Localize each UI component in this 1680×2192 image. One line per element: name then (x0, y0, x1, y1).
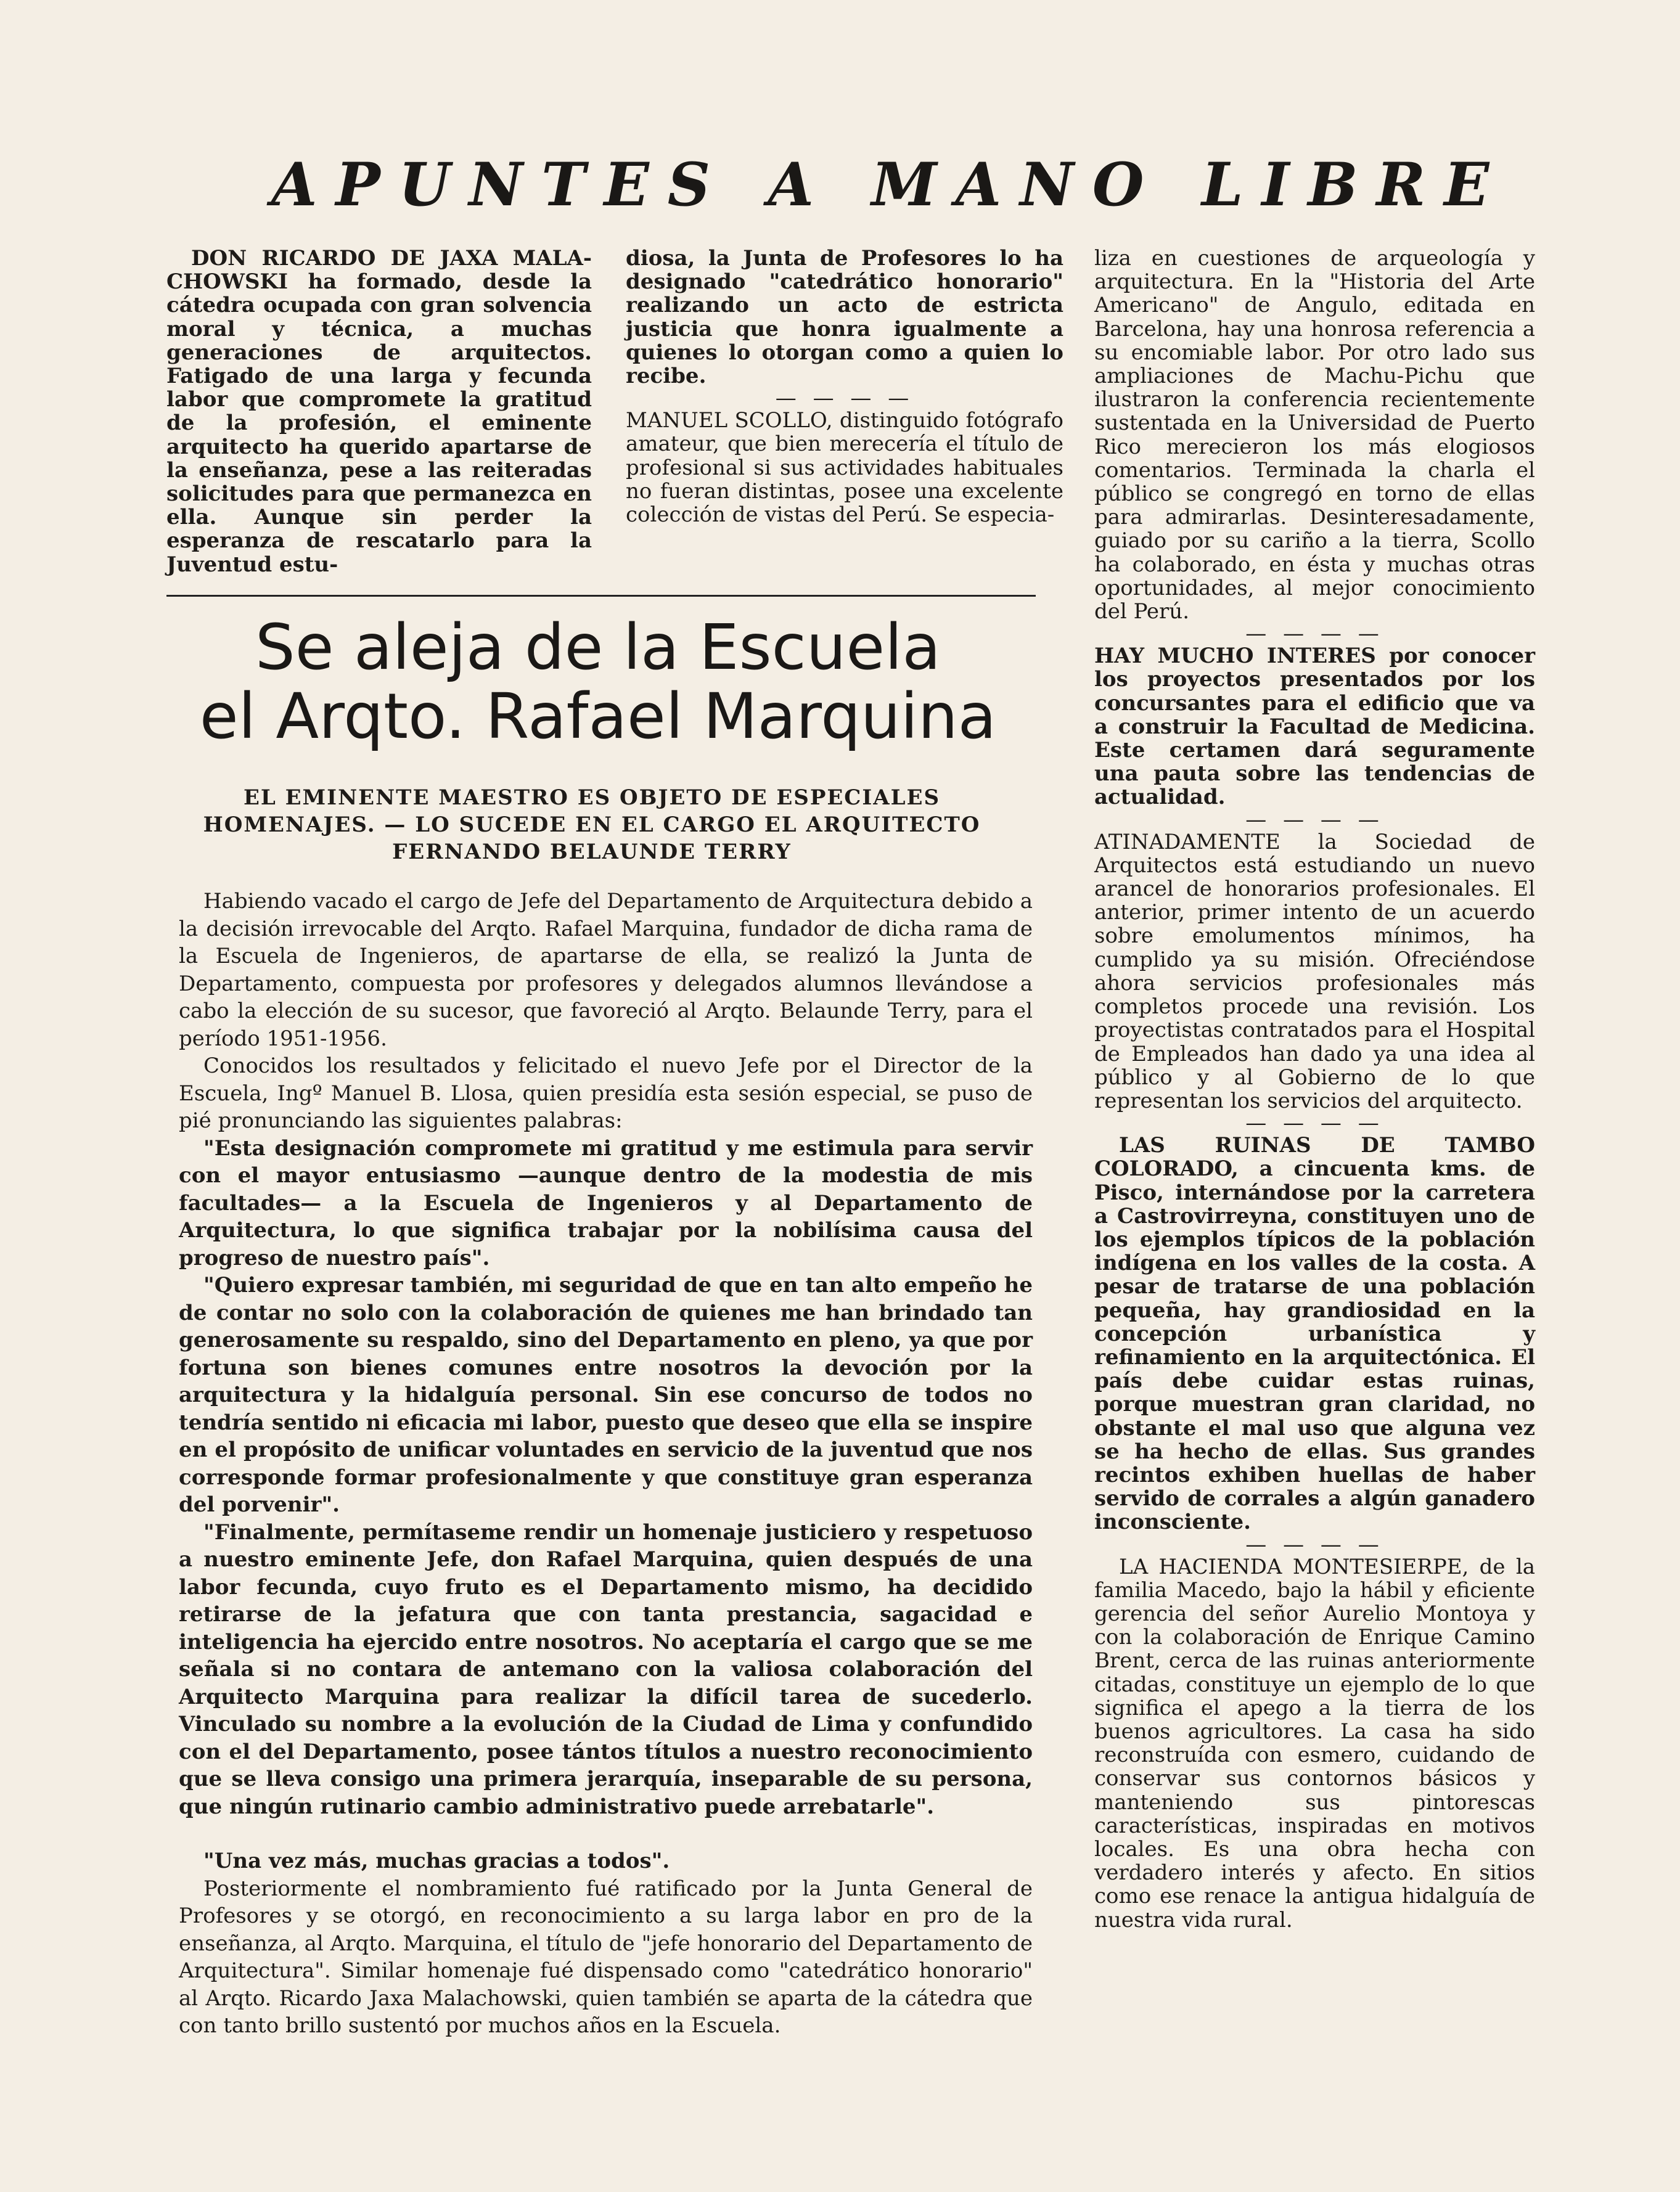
note-scollo-continued: liza en cuestiones de arqueología y arquitectura. En la "Historia del Arte Americano" de Angulo, editada en Barcelona, hay una honrosa referencia a su encomiable labor. Por otro lado sus ampliaciones de Machu-Pichu que ilustraron la conferencia recientemente sustentada en la Universidad de Puerto Rico merecieron los más elogiosos comentarios. Terminada la charla el público se congregó en torno de ellas para admirarlas. Desinteresadamente, guiado por su cariño a la tierra, Scollo ha colaborado, en ésta y muchas otras oportunidades, al mejor conocimiento del Perú. (1094, 246, 1535, 624)
article-quote: "Quiero expresar también, mi seguridad de que en tan alto empeño he de contar no solo con la colaboración de quienes me han brindado tan generosamente su respaldo, sino del Departamento en pleno, ya que por fortuna son bienes comunes entre nosotros la devoción por la arquitectura y la hidalguía personal. Sin ese concurso de todos no tendría sentido ni eficacia mi labor, puesto que deseo que ella se inspire en el propósito de unificar voluntades en servicio de la juventud que nos corresponde formar profesionalmente y que constituye gran esperanza del porvenir". (179, 1273, 1033, 1517)
note-facultad-medicina: HAY MUCHO INTERES por conocer los proyectos presentados por los concursantes para el edificio que va a construir la Facultad de Medicina. Este certamen dará seguramente una pauta sobre las tendencias de actualidad. (1094, 644, 1535, 810)
article-paragraph: Posteriormente el nombramiento fué ratificado por la Junta General de Profesores y se otorgó, en reconocimiento a su larga labor en pro de la enseñanza, al Arqto. Marquina, el título de "jefe honorario del Departamento de Arquitectura". Similar homenaje fué dispensado como "catedrático honorario" al Arqto. Ricardo Jaxa Malachowski, quien también se aparta de la cátedra que con tanto brillo sustentó por muchos años en la Escuela. (179, 1876, 1033, 2038)
note-hacienda-montesierpe: LA HACIENDA MONTESIERPE, de la familia Macedo, bajo la hábil y eficiente gerencia del señor Aurelio Montoya y con la colaboración de Enrique Camino Brent, cerca de las ruinas anteriormente citadas, constituye un ejemplo de lo que significa el apego a la tierra de los buenos agricultores. La casa ha sido reconstruída con esmero, cuidando de conservar sus contornos básicos y manteniendo sus pintorescas características, inspiradas en motivos locales. Es una obra hecha con verdadero interés y afecto. En sitios como ese renace la antigua hidalguía de nuestra vida rural. (1094, 1554, 1535, 1932)
article-headline (166, 613, 1030, 751)
column-3-notes (1094, 247, 1535, 1932)
note-separator: — — — — (1245, 1532, 1384, 1557)
note-separator: — — — — (1245, 621, 1384, 647)
article-body (179, 888, 1033, 2040)
note-jaxa-malachowski: DON RICARDO DE JAXA MALA-CHOWSKI ha formado, desde la cátedra ocupada con gran solvencia moral y técnica, a muchas generaciones de arquitectos. Fatigado de una larga y fecunda labor que compromete la gratitud de la profesión, el eminente arquitecto ha querido apartarse de la enseñanza, pese a las reiteradas solicitudes para que permanezca en ella. Aunque sin perder la esperanza de rescatarlo para la Juventud estu- (166, 246, 592, 577)
note-separator: — — — — (1245, 1111, 1384, 1136)
note-separator: — — — — (1245, 807, 1384, 832)
column-2-notes (626, 247, 1063, 526)
note-separator: — — — — (775, 386, 914, 411)
paragraph-gap (179, 1820, 1033, 1847)
article-quote: "Finalmente, permítaseme rendir un homenaje justiciero y respetuoso a nuestro eminente Jefe, don Rafael Marquina, quien después de una labor fecunda, cuyo fruto es el Departamento mismo, ha decidido retirarse de la jefatura que con tanta prestancia, sagacidad e inteligencia ha ejercido entre nosotros. No aceptaría el cargo que se me señala si no contara de antemano con la valiosa colaboración del Arquitecto Marquina para realizar la difícil tarea de sucederlo. Vinculado su nombre a la evolución de la Ciudad de Lima y confundido con el del Departamento, posee tántos títulos a nuestro reconocimiento que se lleva consigo una primera jerarquía, inseparable de su persona, que ningún rutinario cambio administrativo puede arrebatarle". (179, 1519, 1033, 1819)
article-quote: "Esta designación compromete mi gratitud y me estimula para servir con el mayor entusiasmo —aunque dentro de la modestia de mis facultades— a la Escuela de Ingenieros y al Departamento de Arquitectura, lo que significa trabajar por la nobilísima causa del progreso de nuestro país". (179, 1135, 1033, 1270)
article-paragraph: Conocidos los resultados y felicitado el nuevo Jefe por el Director de la Escuela, Ingº Manuel B. Llosa, quien presidía esta sesión especial, se puso de pié pronunciando las siguientes palabras: (179, 1053, 1033, 1133)
note-manuel-scollo: MANUEL SCOLLO, distinguido fotógrafo amateur, que bien merecería el título de profesional si sus actividades habituales no fueran distintas, posee una excelente colección de vistas del Perú. Se especia- (626, 408, 1063, 528)
article-paragraph: Habiendo vacado el cargo de Jefe del Departamento de Arquitectura debido a la decisión irrevocable del Arqto. Rafael Marquina, fundador de dicha rama de la Escuela de Ingenieros, de apartarse de ella, se realizó la Junta de Departamento, compuesta por profesores y delegados alumnos llevándose a cabo la elección de su sucesor, que favoreció al Arqto. Belaunde Terry, para el período 1951-1956. (179, 889, 1033, 1051)
note-catedratico-honorario: diosa, la Junta de Profesores lo ha designado "catedrático honorario" realizando un acto de estricta justicia que honra igualmente a quienes lo otorgan como a quien lo recibe. (626, 246, 1063, 389)
section-masthead: APUNTES A MANO LIBRE (271, 150, 1508, 219)
note-sociedad-arquitectos: ATINADAMENTE la Sociedad de Arquitectos está estudiando un nuevo arancel de honorarios profesionales. El anterior, primer intento de un acuerdo sobre emolumentos mínimos, ha cumplido ya su misión. Ofreciéndose ahora servicios profesionales más completos procede una revisión. Los proyectistas contratados para el Hospital de Empleados han dado ya una idea al público y al Gobierno de lo que representan los servicios del arquitecto. (1094, 829, 1535, 1113)
note-tambo-colorado: LAS RUINAS DE TAMBO COLORADO, a cincuenta kms. de Pisco, internándose por la carretera a Castrovirreyna, constituyen uno de los ejemplos típicos de la población indígena en los valles de la costa. A pesar de tratarse de una población pequeña, hay grandiosidad en la concepción urbanística y refinamiento en la arquitectónica. El país debe cuidar estas ruinas, porque muestran gran claridad, no obstante el mal uso que alguna vez se ha hecho de ellas. Sus grandes recintos exhiben huellas de haber servido de corrales a algún ganadero inconsciente. (1094, 1133, 1535, 1535)
article-subheadline: EL EMINENTE MAESTRO ES OBJETO DE ESPECIALES HOMENAJES. — LO SUCEDE EN EL CARGO EL ARQUITECTO FERNANDO BELAUNDE TERRY (203, 785, 981, 864)
headline-line-1: Se aleja de la Escuela (255, 611, 941, 684)
headline-line-2: el Arqto. Rafael Marquina (199, 680, 997, 753)
column-1-note (166, 247, 592, 576)
section-divider (166, 595, 1036, 597)
article-quote: "Una vez más, muchas gracias a todos". (203, 1849, 670, 1873)
